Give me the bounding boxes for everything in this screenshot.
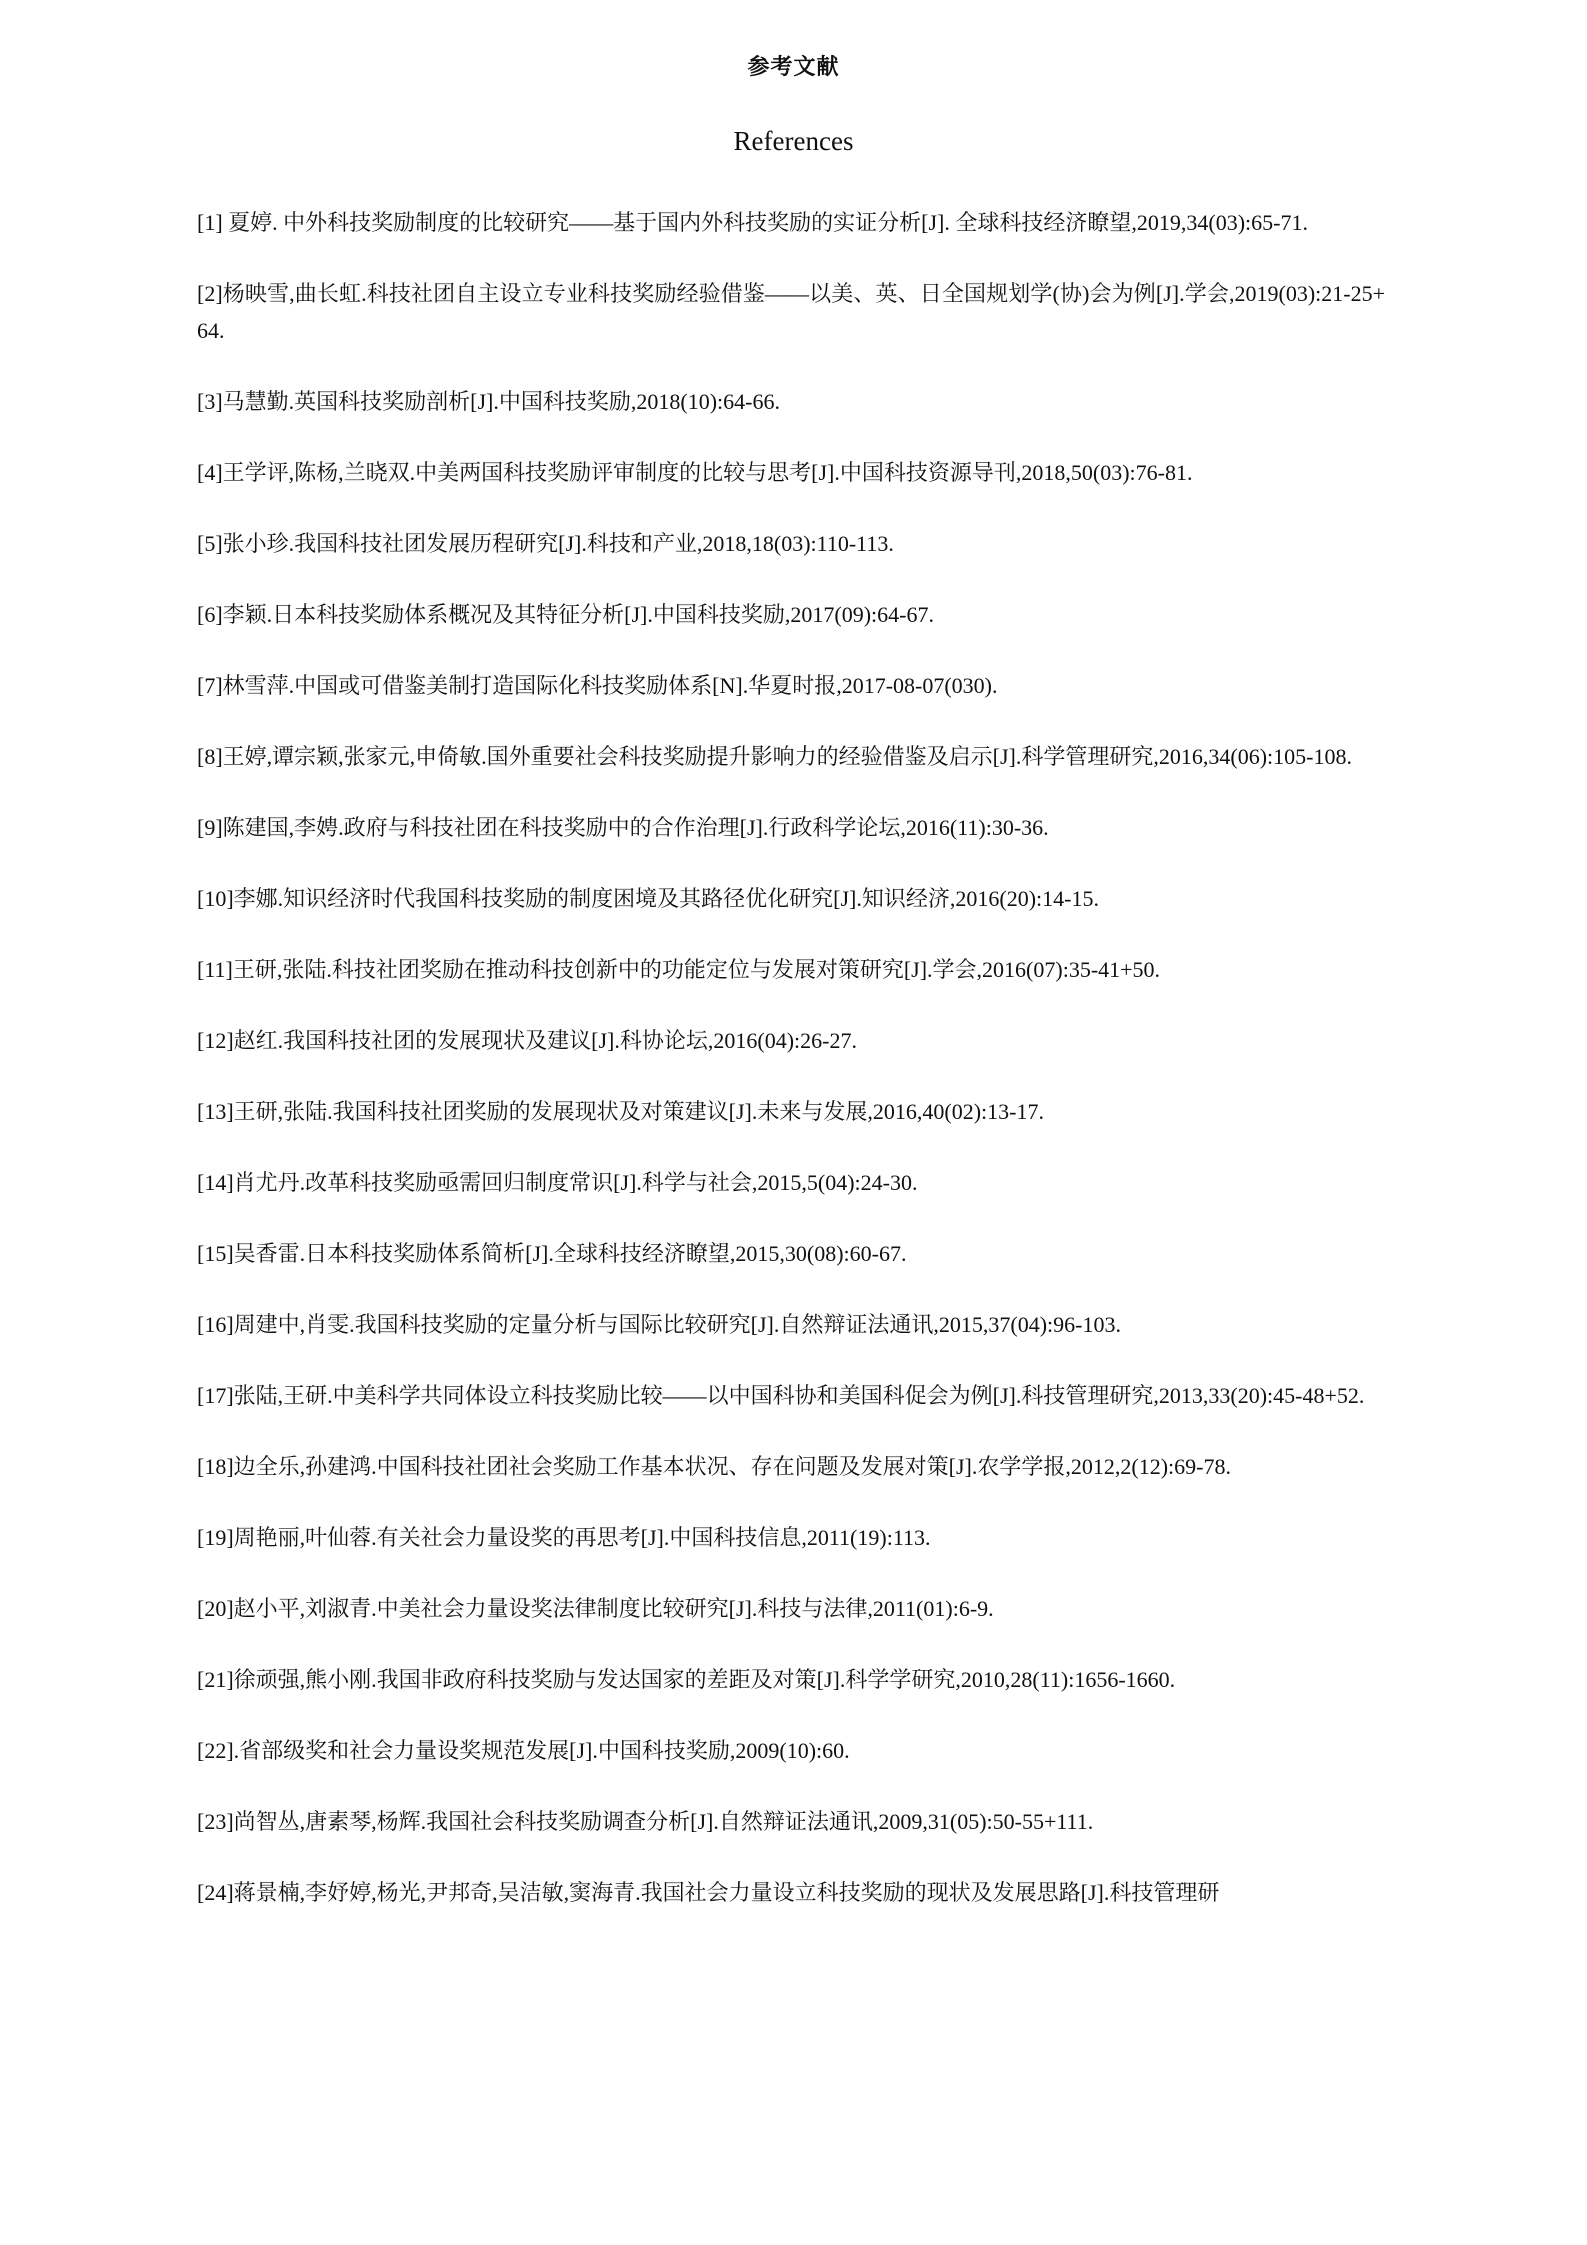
page-title-english: References (733, 126, 854, 156)
reference-item: [13]王研,张陆.我国科技社团奖励的发展现状及对策建议[J].未来与发展,2016,40(02):13-17. (197, 1099, 1044, 1124)
reference-item: [3]马慧勤.英国科技奖励剖析[J].中国科技奖励,2018(10):64-66. (197, 389, 780, 414)
reference-item: [15]吴香雷.日本科技奖励体系简析[J].全球科技经济瞭望,2015,30(08):60-67. (197, 1241, 907, 1266)
reference-item: [9]陈建国,李娉.政府与科技社团在科技奖励中的合作治理[J].行政科学论坛,2016(11):30-36. (197, 815, 1049, 840)
reference-list (197, 204, 1385, 1945)
reference-item: [11]王研,张陆.科技社团奖励在推动科技创新中的功能定位与发展对策研究[J].学会,2016(07):35-41+50. (197, 957, 1161, 982)
reference-item: [21]徐顽强,熊小刚.我国非政府科技奖励与发达国家的差距及对策[J].科学学研究,2010,28(11):1656-1660. (197, 1667, 1176, 1692)
reference-item: [23]尚智丛,唐素琴,杨辉.我国社会科技奖励调查分析[J].自然辩证法通讯,2009,31(05):50-55+111. (197, 1809, 1094, 1834)
reference-item: [10]李娜.知识经济时代我国科技奖励的制度困境及其路径优化研究[J].知识经济,2016(20):14-15. (197, 886, 1099, 911)
reference-item: [16]周建中,肖雯.我国科技奖励的定量分析与国际比较研究[J].自然辩证法通讯,2015,37(04):96-103. (197, 1312, 1121, 1337)
reference-item: [14]肖尤丹.改革科技奖励亟需回归制度常识[J].科学与社会,2015,5(04):24-30. (197, 1170, 918, 1195)
reference-item: [18]边全乐,孙建鸿.中国科技社团社会奖励工作基本状况、存在问题及发展对策[J].农学学报,2012,2(12):69-78. (197, 1454, 1231, 1479)
reference-item: [17]张陆,王研.中美科学共同体设立科技奖励比较——以中国科协和美国科促会为例[J].科技管理研究,2013,33(20):45-48+52. (197, 1383, 1365, 1408)
reference-item: [22].省部级奖和社会力量设奖规范发展[J].中国科技奖励,2009(10):60. (197, 1738, 850, 1763)
reference-item: [12]赵红.我国科技社团的发展现状及建议[J].科协论坛,2016(04):26-27. (197, 1028, 857, 1053)
page-title-chinese: 参考文献 (747, 55, 840, 80)
reference-item: [4]王学评,陈杨,兰晓双.中美两国科技奖励评审制度的比较与思考[J].中国科技资源导刊,2018,50(03):76-81. (197, 460, 1193, 485)
reference-item: [24]蒋景楠,李妤婷,杨光,尹邦奇,吴洁敏,窦海青.我国社会力量设立科技奖励的现状及发展思路[J].科技管理研 (197, 1880, 1220, 1905)
reference-item: [7]林雪萍.中国或可借鉴美制打造国际化科技奖励体系[N].华夏时报,2017-08-07(030). (197, 673, 998, 698)
reference-item: [20]赵小平,刘淑青.中美社会力量设奖法律制度比较研究[J].科技与法律,2011(01):6-9. (197, 1596, 994, 1621)
reference-item: [1] 夏婷. 中外科技奖励制度的比较研究——基于国内外科技奖励的实证分析[J]. 全球科技经济瞭望,2019,34(03):65-71. (197, 210, 1308, 235)
reference-item: [8]王婷,谭宗颖,张家元,申倚敏.国外重要社会科技奖励提升影响力的经验借鉴及启示[J].科学管理研究,2016,34(06):105-108. (197, 744, 1352, 769)
reference-item: [6]李颖.日本科技奖励体系概况及其特征分析[J].中国科技奖励,2017(09):64-67. (197, 602, 934, 627)
reference-item: [2]杨映雪,曲长虹.科技社团自主设立专业科技奖励经验借鉴——以美、英、日全国规划学(协)会为例[J].学会,2019(03):21-25+64. (197, 281, 1385, 343)
reference-item: [5]张小珍.我国科技社团发展历程研究[J].科技和产业,2018,18(03):110-113. (197, 531, 894, 556)
reference-item: [19]周艳丽,叶仙蓉.有关社会力量设奖的再思考[J].中国科技信息,2011(19):113. (197, 1525, 931, 1550)
